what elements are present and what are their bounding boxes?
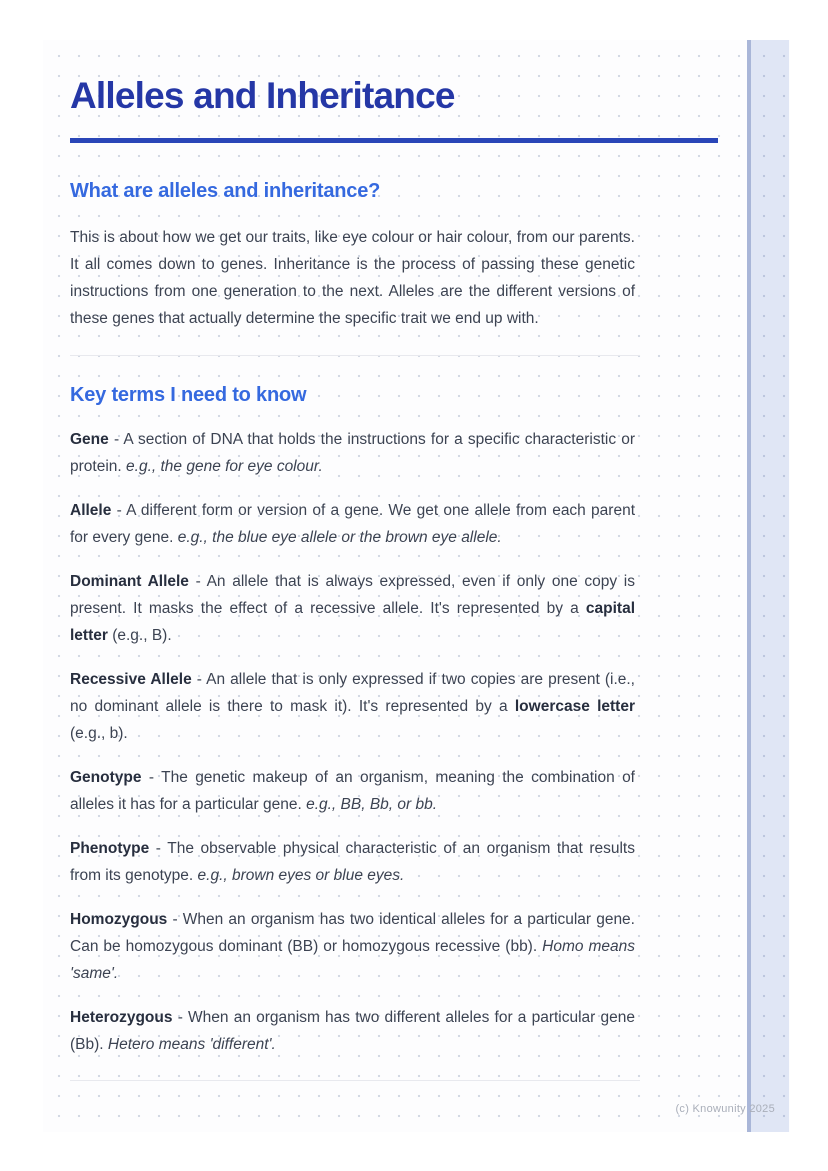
definition-item [70, 835, 635, 889]
definition-text-segment: capital letter [70, 600, 635, 644]
notebook-page [43, 40, 790, 1132]
definition-item [70, 1004, 635, 1058]
definition-text-segment: Hetero means 'different'. [107, 1036, 276, 1053]
definition-term: Recessive Allele [70, 671, 192, 688]
definitions-list [70, 426, 635, 1058]
definition-term: Homozygous [70, 911, 168, 928]
intro-paragraph: This is about how we get our traits, like eye colour or hair colour, from our parents. It all comes down to genes. Inheritance is the process of passing these genetic instructions from one generation to the next. Alleles are the different versions of these genes that actually determine the specific trait we end up with. [70, 229, 635, 327]
definition-term: Allele [70, 502, 112, 519]
definition-text-segment: e.g., the blue eye allele or the brown eye allele. [177, 529, 502, 546]
definition-text-segment: (e.g., b). [70, 725, 128, 742]
definition-text-segment: e.g., the gene for eye colour. [126, 458, 323, 475]
definition-text-segment: lowercase letter [514, 698, 635, 715]
definition-text-segment: Homo means 'same'. [70, 938, 635, 982]
definition-term: Heterozygous [70, 1009, 173, 1026]
definition-item [70, 906, 635, 987]
definition-text-segment: - The genetic makeup of an organism, meaning the combination of alleles it has for a particular gene. [70, 769, 635, 813]
definition-term: Gene [70, 431, 109, 448]
definition-text-segment: - An allele that is only expressed if two copies are present (i.e., no dominant allele is there to mask it). It's represented by a [70, 671, 635, 715]
page-title: Alleles and Inheritance [70, 75, 455, 116]
definition-item [70, 568, 635, 649]
definition-term: Genotype [70, 769, 142, 786]
section-heading-key-terms: Key terms I need to know [70, 384, 307, 406]
definition-term: Dominant Allele [70, 573, 189, 590]
section-heading-intro: What are alleles and inheritance? [70, 180, 381, 202]
section-divider-bottom [70, 1080, 640, 1081]
copyright-watermark: (c) Knowunity 2025 [675, 1103, 775, 1115]
definition-text-segment: (e.g., B). [107, 627, 172, 644]
definition-item [70, 764, 635, 818]
definition-text-segment: e.g., brown eyes or blue eyes. [197, 867, 405, 884]
section-divider-top [70, 355, 640, 356]
definition-item [70, 497, 635, 551]
page-edge-strip [747, 40, 789, 1132]
definition-item [70, 426, 635, 480]
page-content [43, 74, 635, 1081]
definition-text-segment: - A different form or version of a gene. We get one allele from each parent for every gene. [70, 502, 635, 546]
definition-text-segment: - An allele that is always expressed, even if only one copy is present. It masks the effect of a recessive allele. It's represented by a [70, 573, 635, 617]
definition-text-segment: - When an organism has two different alleles for a particular gene (Bb). [70, 1009, 635, 1053]
definition-text-segment: e.g., BB, Bb, or bb. [306, 796, 438, 813]
title-underline [70, 138, 718, 143]
definition-text-segment: - When an organism has two identical alleles for a particular gene. Can be homozygous dominant (BB) or homozygous recessive (bb). [70, 911, 635, 955]
definition-text-segment: - The observable physical characteristic of an organism that results from its genotype. [70, 840, 635, 884]
definition-term: Phenotype [70, 840, 150, 857]
definition-item [70, 666, 635, 747]
definition-text-segment: - A section of DNA that holds the instructions for a specific characteristic or protein. [70, 431, 636, 475]
